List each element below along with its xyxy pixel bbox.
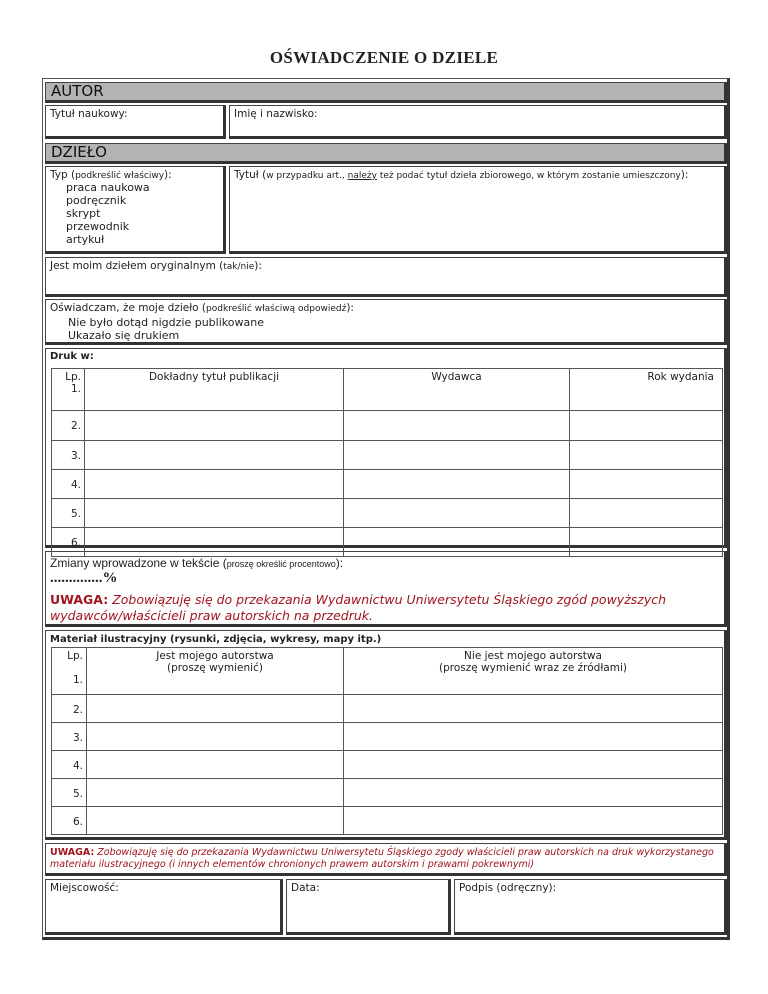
material-table-row [52,779,723,807]
druk-col-lp: Lp. 1. [52,369,85,411]
oswiadczam-label: Oświadczam, że moje dzieło (podkreślić właściwą odpowiedź): [50,302,354,314]
druk-table [51,368,723,557]
typ-option-artykul[interactable]: artykuł [66,233,105,246]
field-tytul[interactable] [229,166,727,254]
material-row-num: 1. [72,674,83,686]
druk-row-num: 2. [52,411,85,441]
material-row-num: 5. [52,779,87,807]
uwaga-ilustracje-box [45,843,727,876]
material-row-num: 2. [52,695,87,723]
material-table-row [52,723,723,751]
podpis-label: Podpis (odręczny): [459,882,557,894]
druk-cell[interactable] [85,441,344,470]
material-cell[interactable] [344,779,723,807]
druk-col-rok[interactable]: Rok wydania [570,369,723,411]
druk-row-num: 1. [70,383,81,395]
oswiadczam-option-nie-publikowane[interactable]: Nie było dotąd nigdzie publikowane [68,316,264,329]
druk-row-num: 3. [52,441,85,470]
druk-table-row [52,369,723,411]
material-cell[interactable] [87,723,344,751]
material-cell[interactable] [87,779,344,807]
field-typ[interactable] [45,166,226,254]
druk-cell[interactable] [85,499,344,528]
druk-col-wydawca[interactable]: Wydawca [344,369,570,411]
material-table-row [52,807,723,835]
page-title: OŚWIADCZENIE O DZIELE [269,48,499,67]
material-cell[interactable] [87,807,344,835]
field-imie-nazwisko[interactable] [229,105,727,139]
data-label: Data: [291,882,320,894]
typ-option-skrypt[interactable]: skrypt [66,207,101,220]
material-table [51,647,723,835]
field-miejscowosc[interactable] [45,879,283,935]
druk-cell[interactable] [570,470,723,499]
druk-cell[interactable] [570,441,723,470]
field-oswiadczam[interactable] [45,299,727,345]
druk-cell[interactable] [344,411,570,441]
druk-row-num: 4. [52,470,85,499]
druk-table-row [52,441,723,470]
zmiany-percent-field[interactable]: ..............% [50,570,118,586]
material-cell[interactable] [87,695,344,723]
druk-row-num: 6. [52,528,85,557]
material-col-other[interactable]: Nie jest mojego autorstwa (proszę wymienić wraz ze źródłami) [344,648,723,695]
material-col-lp: Lp. 1. [52,648,87,695]
druk-table-row [52,499,723,528]
typ-option-praca-naukowa[interactable]: praca naukowa [66,181,150,194]
material-row-num: 4. [52,751,87,779]
field-zmiany[interactable] [45,551,727,627]
material-table-row [52,751,723,779]
druk-cell[interactable] [344,499,570,528]
druk-cell[interactable] [570,411,723,441]
tytul-label: Tytuł (w przypadku art., należy też podać tytuł dzieła zbiorowego, w którym zostanie umieszczony): [234,169,689,181]
imie-nazwisko-label: Imię i nazwisko: [234,108,318,120]
material-cell[interactable] [344,723,723,751]
material-cell[interactable] [344,807,723,835]
typ-label: Typ (podkreślić właściwy): [50,169,172,181]
material-header: Materiał ilustracyjny (rysunki, zdjęcia, wykresy, mapy itp.) [50,634,382,645]
zmiany-uwaga: UWAGA: Zobowiązuję się do przekazania Wydawnictwu Uniwersytetu Śląskiego zgód powyższych wydawców/właścicieli praw autorskich na przedruk. [50,592,667,623]
miejscowosc-label: Miejscowość: [50,882,119,894]
material-cell[interactable] [344,751,723,779]
oryginalny-label: Jest moim dziełem oryginalnym (tak/nie): [50,260,262,272]
uwaga-ilustracje: UWAGA: Zobowiązuję się do przekazania Wydawnictwu Uniwersytetu Śląskiego zgody właścicieli praw autorskich na druk wykorzystanego materiału ilustracyjnego (i innych elementów chronionych prawem autorskim i prawami pokrewnymi) [50,847,714,870]
druk-cell[interactable] [344,470,570,499]
field-podpis[interactable] [454,879,727,935]
field-oryginalny[interactable] [45,257,727,297]
material-col-own[interactable]: Jest mojego autorstwa (proszę wymienić) [87,648,344,695]
section-header-autor: AUTOR [45,82,727,103]
section-header-dzielo: DZIEŁO [45,143,727,164]
druk-cell[interactable] [85,411,344,441]
typ-option-przewodnik[interactable]: przewodnik [66,220,130,233]
field-tytul-naukowy[interactable] [45,105,226,139]
oswiadczam-option-ukazalo-sie[interactable]: Ukazało się drukiem [68,329,180,342]
field-data[interactable] [286,879,451,935]
druk-cell[interactable] [570,499,723,528]
material-table-row [52,695,723,723]
druk-cell[interactable] [344,441,570,470]
druk-row-num: 5. [52,499,85,528]
typ-option-podrecznik[interactable]: podręcznik [66,194,127,207]
tytul-naukowy-label: Tytuł naukowy: [50,108,128,120]
druk-cell[interactable] [85,470,344,499]
druk-header: Druk w: [50,351,94,362]
material-row-num: 6. [52,807,87,835]
druk-col-tytul[interactable]: Dokładny tytuł publikacji [85,369,344,411]
material-cell[interactable] [344,695,723,723]
material-table-row [52,648,723,695]
druk-table-row [52,470,723,499]
zmiany-label: Zmiany wprowadzone w tekście (proszę określić procentowo): [50,556,344,570]
druk-table-row [52,411,723,441]
material-cell[interactable] [87,751,344,779]
material-row-num: 3. [52,723,87,751]
